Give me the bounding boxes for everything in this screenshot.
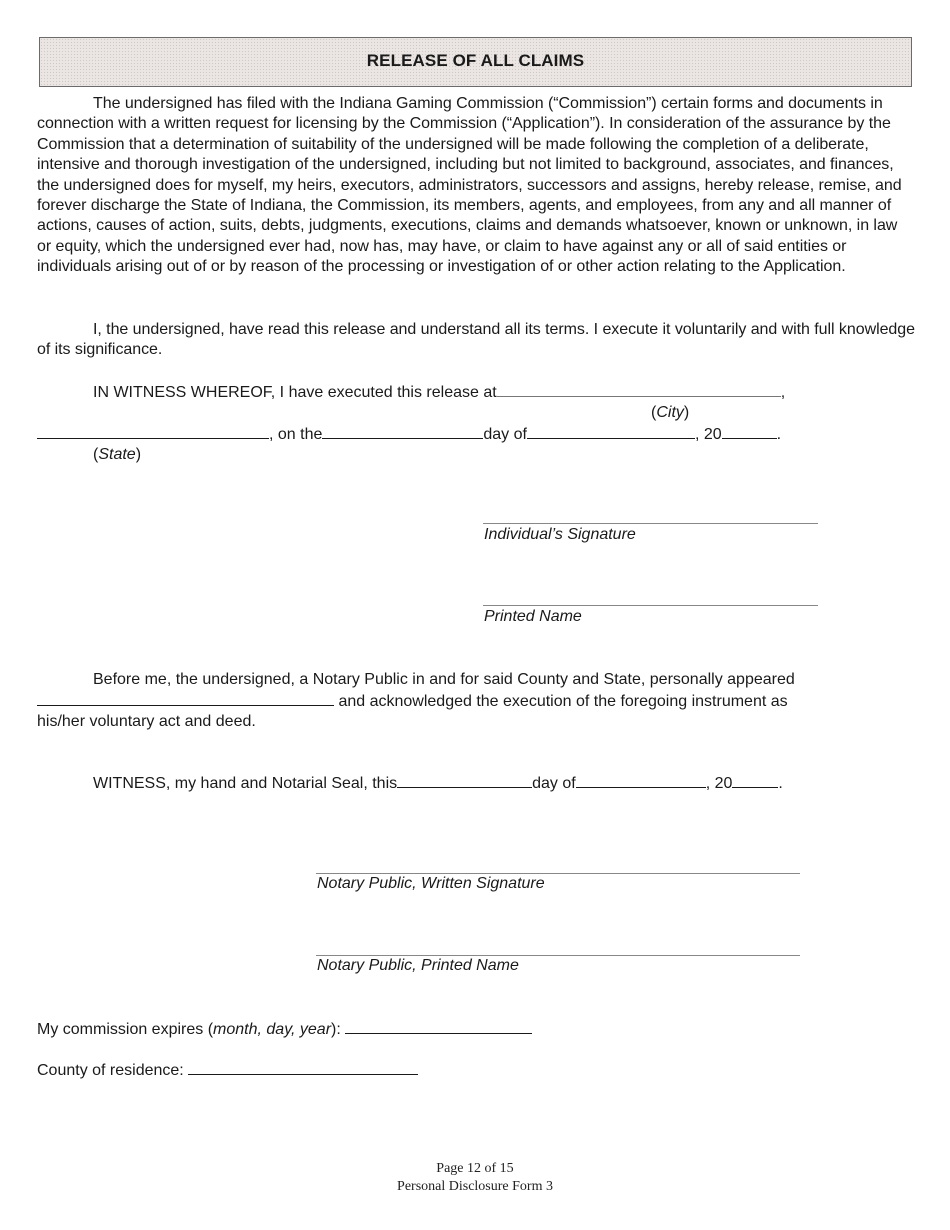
release-paragraph: The undersigned has filed with the Indiana Gaming Commission (“Commission”) certain forms and documents in connection with a written request for licensing by the Commission (“Application”). In consideration of the assurance by the Commission that a determination of suitability of the undersigned will be made following the completion of a deliberate, intensive and thorough investigation of the undersigned, including but not limited to background, associates, and finances, the undersigned does for myself, my heirs, executors, administrators, successors and assigns, hereby release, remise, and forever discharge the State of Indiana, the Commission, its members, agents, and employees, from any and all manner of actions, causes of action, suits, debts, judgments, executions, claims and demands whatsoever, known or unknown, in law or equity, which the undersigned ever had, now has, may have, or claim to have against any or all of said entities or individuals arising out of or by reason of the processing or investigation of or other action relating to the Application.: [37, 95, 902, 276]
notary-year-field[interactable]: [732, 773, 778, 788]
printed-name-line[interactable]: [483, 605, 818, 606]
notary-written-signature-line[interactable]: [316, 873, 800, 874]
commission-expires-line: My commission expires (month, day, year):: [37, 1019, 532, 1040]
day-of-label: day of: [483, 426, 527, 443]
city-caption: (City): [651, 404, 690, 421]
notary-line-2-text: and acknowledged the execution of the foregoing instrument as: [338, 693, 788, 710]
form-name: Personal Disclosure Form 3: [397, 1178, 553, 1194]
city-label: City: [656, 404, 684, 421]
individual-signature-label: Individual’s Signature: [484, 526, 636, 543]
notary-month-field[interactable]: [576, 773, 706, 788]
notary-day-of-label: day of: [532, 775, 576, 792]
commission-date-hint: month, day, year: [213, 1021, 332, 1038]
notary-printed-name-label: Notary Public, Printed Name: [317, 957, 519, 974]
page-footer: [0, 1160, 950, 1195]
notarial-seal-line: [93, 773, 783, 794]
date-period: .: [776, 426, 782, 443]
page-number: Page 12 of 15: [436, 1161, 514, 1176]
appeared-name-field[interactable]: [37, 691, 334, 706]
commission-expires-field[interactable]: [345, 1019, 532, 1034]
title-banner: [39, 37, 912, 87]
notary-printed-name-line[interactable]: [316, 955, 800, 956]
state-caption: (State): [93, 446, 142, 463]
year-prefix: , 20: [694, 426, 722, 443]
notary-day-field[interactable]: [397, 773, 532, 788]
county-residence-field[interactable]: [188, 1060, 418, 1075]
witness-whereof-lead: IN WITNESS WHEREOF, I have executed this release at: [93, 384, 497, 401]
state-field[interactable]: [37, 424, 269, 439]
notary-year-prefix: , 20: [705, 775, 733, 792]
on-the-label: , on the: [269, 426, 323, 443]
notary-written-signature-label: Notary Public, Written Signature: [317, 875, 545, 892]
witness-whereof-line: [93, 382, 785, 403]
notary-line-1: Before me, the undersigned, a Notary Public in and for said County and State, personally appeared: [93, 671, 795, 688]
notary-line-3: his/her voluntary act and deed.: [37, 713, 256, 730]
notary-period: .: [778, 775, 783, 792]
printed-name-label: Printed Name: [484, 608, 582, 625]
notary-line-2: [37, 691, 788, 712]
county-residence-line: [37, 1060, 418, 1081]
page-title: RELEASE OF ALL CLAIMS: [366, 51, 585, 70]
county-residence-label: County of residence:: [37, 1062, 184, 1079]
year-field[interactable]: [722, 424, 777, 439]
day-field[interactable]: [322, 424, 483, 439]
individual-signature-line[interactable]: [483, 523, 818, 524]
month-field[interactable]: [527, 424, 695, 439]
notarial-seal-lead: WITNESS, my hand and Notarial Seal, this: [93, 775, 398, 792]
city-field[interactable]: [497, 382, 781, 397]
date-line: [37, 424, 781, 445]
state-label: State: [98, 446, 136, 463]
witness-comma: ,: [780, 384, 786, 401]
acknowledge-paragraph: I, the undersigned, have read this release and understand all its terms. I execute it voluntarily and with full knowledge of its significance.: [37, 321, 915, 359]
